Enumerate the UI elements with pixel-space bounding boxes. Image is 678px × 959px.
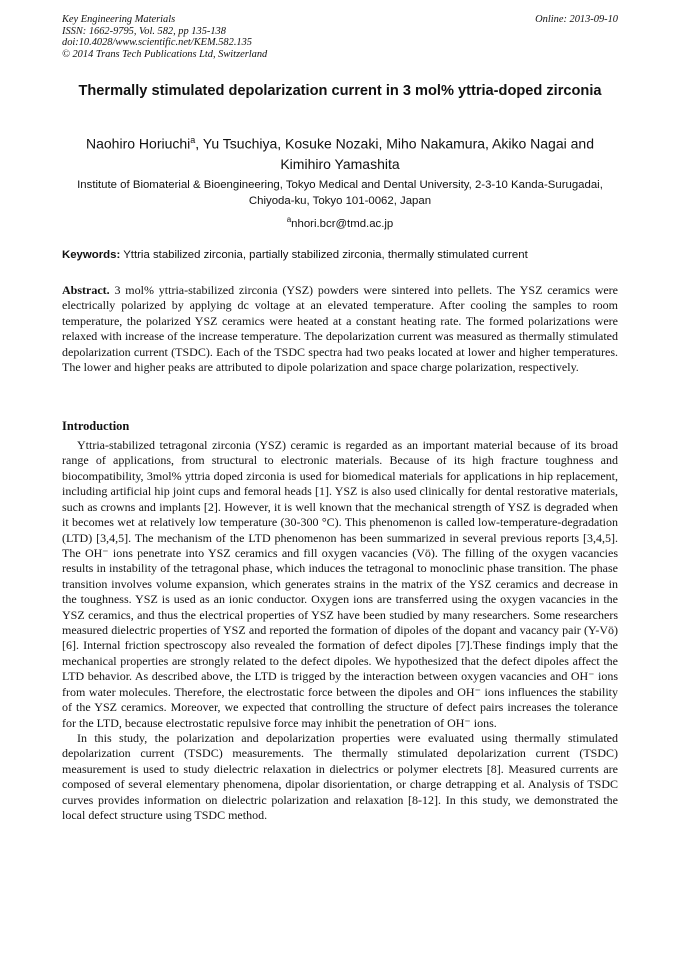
section-heading-introduction: Introduction [62,419,130,433]
introduction-body [62,438,618,824]
online-date: Online: 2013-09-10 [535,14,618,25]
paper-title: Thermally stimulated depolarization current in 3 mol% yttria-doped zirconia [78,83,602,99]
journal-name: Key Engineering Materials [62,14,176,25]
author-list [62,130,618,174]
keywords [62,247,618,263]
other-authors: , Yu Tsuchiya, Kosuke Nozaki, Miho Nakamura, Akiko Nagai and Kimihiro Yamashita [195,135,594,172]
abstract-label: Abstract. [62,283,110,297]
email-line [62,212,618,232]
author-affiliation-mark: a [190,135,196,145]
email-address: nhori.bcr@tmd.ac.jp [291,217,394,230]
copyright-line: © 2014 Trans Tech Publications Ltd, Switzerland [62,48,268,60]
keywords-text: Yttria stabilized zirconia, partially stabilized zirconia, thermally stimulated current [123,249,528,261]
abstract [62,283,618,375]
keywords-label: Keywords: [62,249,121,261]
journal-header [62,14,618,60]
issn-line: ISSN: 1662-9795, Vol. 582, pp 135-138 [62,25,226,37]
doi-line: doi:10.4028/www.scientific.net/KEM.582.135 [62,37,252,49]
abstract-text: 3 mol% yttria-stabilized zirconia (YSZ) powders were sintered into pellets. The YSZ ceramics were electrically polarized by applying dc voltage at an elevated temperature. After cooling the samples to room temperature, the polarized YSZ ceramics were heated at a constant heating rate. The formed polarizations were relaxed with increase of the increase temperature. The depolarization current was measured as thermally stimulated depolarization current (TSDC). Each of the TSDC spectra had two peaks located at lower and higher temperatures. The lower and higher peaks are attributed to dipole polarization and space charge polarization, respectively. [62,283,619,375]
first-author: Naohiro Horiuchi [86,135,191,152]
intro-paragraph-1: Yttria-stabilized tetragonal zirconia (YSZ) ceramic is regarded as an important material because of its broad range of applications, from structural to electronic materials. Because of its high fracture toughness and biocompatibility, 3mol% yttria doped zirconia is used for biomedical materials for applications in hip replacement, including artificial hip joint cups and femoral heads [1]. YSZ is also used clinically for dental restorative materials, such as crowns and implants [2]. However, it is well known that the mechanical strength of YSZ is degraded when it becomes wet at relatively low temperature (30-300 °C). This phenomenon is called low-temperature-degradation (LTD) [3,4,5]. The mechanism of the LTD phenomenon has been summarized in several previous reports [3,4,5]. The OH⁻ ions penetrate into YSZ ceramics and fill oxygen vacancies (Vö). The filling of the oxygen vacancies results in instability of the tetragonal phase, which induces the tetragonal to monoclinic phase transition. The phase transition involves volume expansion, which generates strains in the matrix of the YSZ ceramics and decrease in the toughness. YSZ is used as an ionic conductor. Oxygen ions are transferred using the oxygen vacancies in the YSZ ceramics, and thus the electrical properties of YSZ have been studied by many researchers. Some researchers measured dielectric properties of YSZ and reported the formation of dipoles of the dopant and vacancy pair (Y-Vö) [6]. Internal friction spectroscopy also revealed the formation of defect dipoles [7].These findings imply that the mechanical properties are strongly related to the defect dipoles. We hypothesized that the defect dipoles affect the LTD behavior. As described above, the LTD is trigged by the interaction between oxygen vacancies and OH⁻ ions from water molecules. Therefore, the electrostatic force between the dipoles and OH⁻ ions influences the stability of the YSZ ceramics. Moreover, we expected that controlling the structure of defect pairs increases the tolerance for the LTD, because electrostatic repulsive force may inhibit the penetration of OH⁻ ions. [62,438,618,730]
intro-paragraph-2: In this study, the polarization and depolarization properties were evaluated using thermally stimulated depolarization current (TSDC) measurements. The thermally stimulated depolarization current (TSDC) measurement is used to study dielectric relaxation in dielectrics or polymer electrets [8]. Measured currents are composed of several elementary phenomena, dipolar disorientation, or charge detrapping et al. Analysis of TSDC curves provides information on dielectric polarization and relaxation [8-12]. In this study, we demonstrated the local defect structure using TSDC method. [62,731,618,823]
affiliation: Institute of Biomaterial & Bioengineering, Tokyo Medical and Dental University, 2-3-10 Kanda-Surugadai, Chiyoda-ku, Tokyo 101-0062, Japan [77,179,603,207]
email-mark: a [286,215,292,224]
